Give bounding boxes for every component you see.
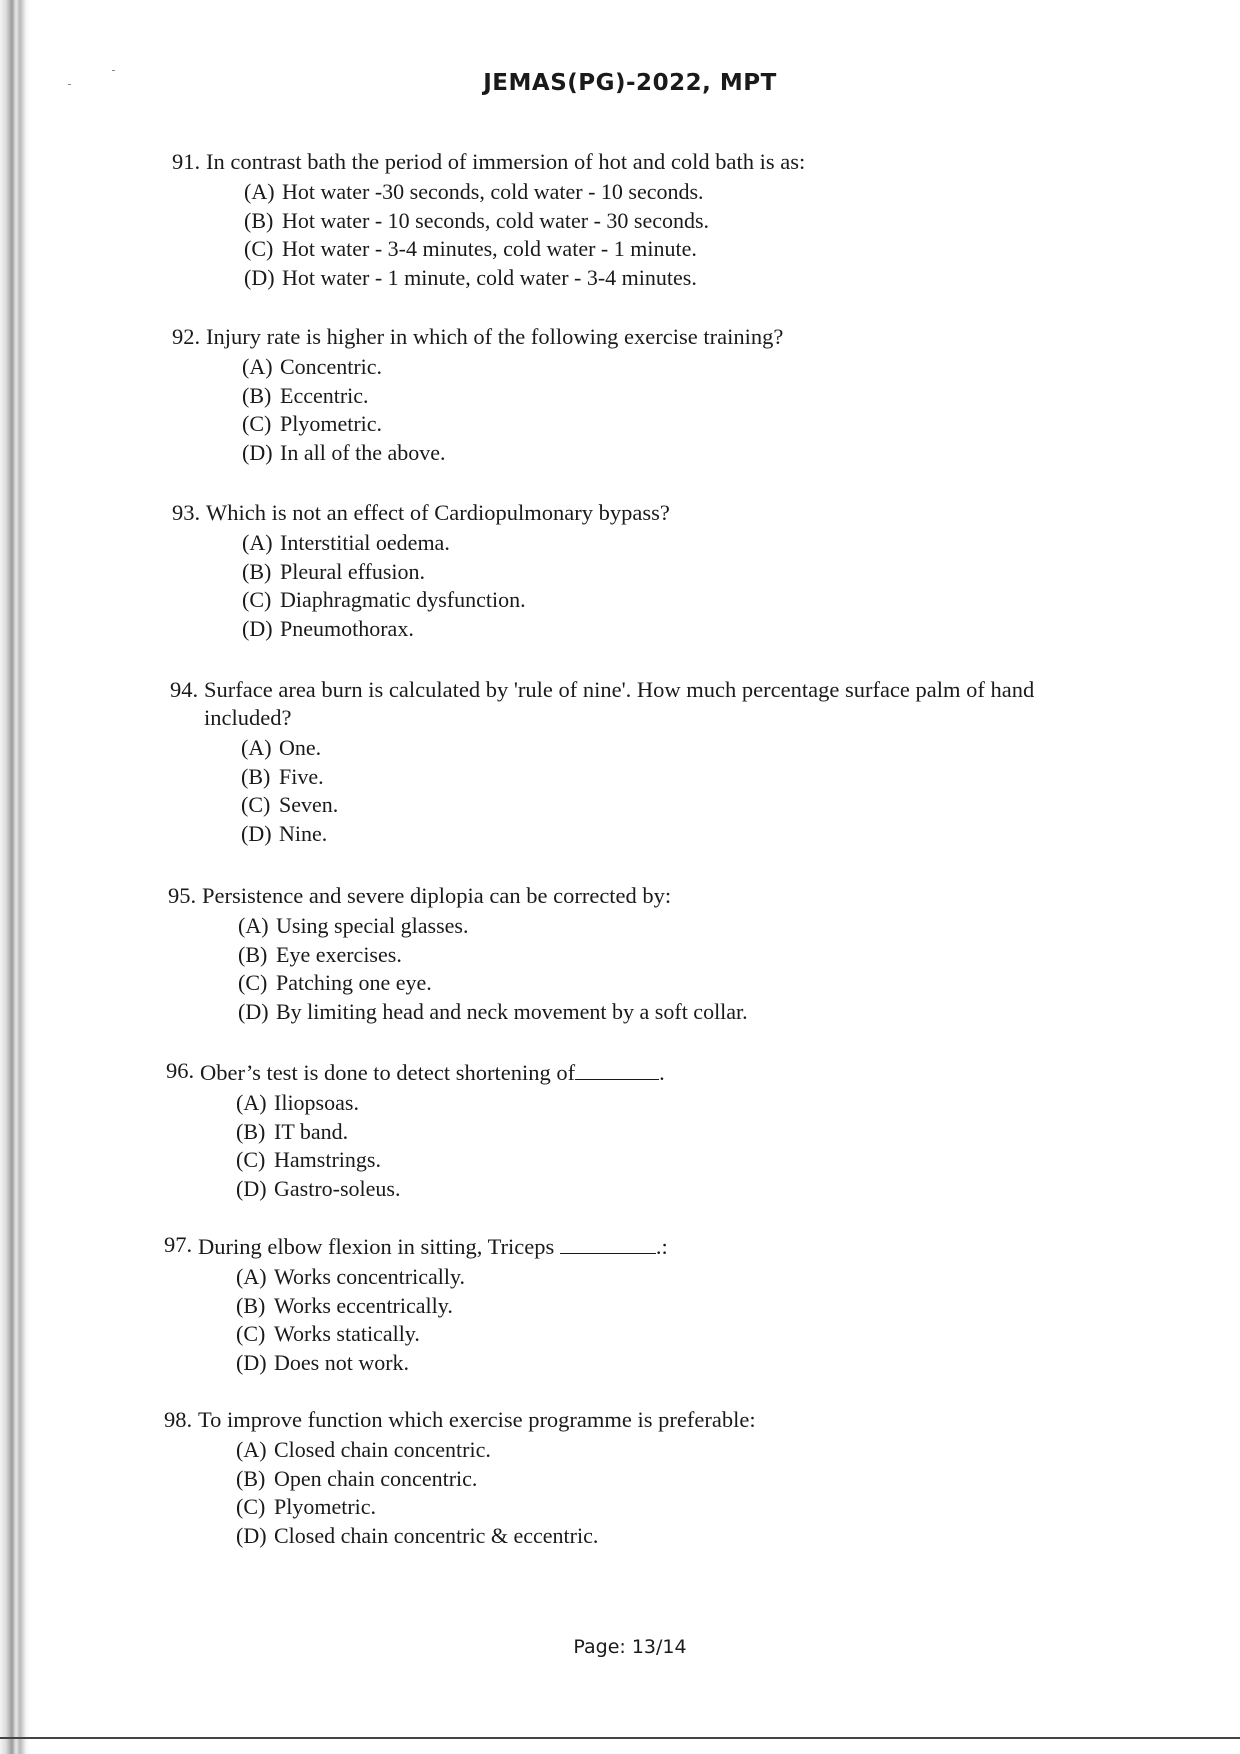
option-text: Iliopsoas. [274, 1090, 359, 1115]
option-c [238, 969, 1240, 998]
question-text: To improve function which exercise programme is preferable: [198, 1407, 756, 1432]
question-93 [172, 499, 1240, 643]
option-text: Nine. [279, 820, 328, 846]
option-b [244, 207, 1240, 236]
question-number: 97. [164, 1232, 193, 1257]
option-list [236, 1436, 1240, 1550]
option-b [236, 1292, 1240, 1321]
option-c [242, 586, 1240, 615]
option-text: Plyometric. [280, 411, 383, 436]
option-list [242, 353, 1240, 467]
option-letter: (A) [242, 354, 273, 379]
question-number: 92. [172, 324, 201, 349]
page-header-title: JEMAS(PG)-2022, MPT [483, 70, 777, 96]
option-text: Gastro-soleus. [274, 1175, 401, 1201]
option-d [236, 1175, 1240, 1204]
question-number: 95. [168, 883, 197, 908]
option-text: Does not work. [274, 1349, 410, 1375]
option-text: Seven. [279, 792, 339, 817]
option-list [236, 1089, 1240, 1203]
option-letter: (B) [236, 1465, 266, 1491]
option-b [236, 1465, 1240, 1494]
option-c [236, 1146, 1240, 1175]
option-text: Hot water - 3-4 minutes, cold water - 1 minute. [282, 236, 697, 261]
question-94 [170, 676, 1240, 848]
option-a [241, 734, 1240, 763]
option-letter: (C) [236, 1494, 266, 1519]
option-letter: (A) [236, 1437, 267, 1462]
option-text: Works concentrically. [274, 1264, 466, 1289]
option-letter: (C) [238, 970, 268, 995]
option-b [242, 558, 1240, 587]
question-stem [172, 499, 1240, 527]
option-c [236, 1320, 1240, 1349]
question-95 [168, 882, 1240, 1026]
option-letter: (A) [236, 1264, 267, 1289]
option-a [242, 529, 1240, 558]
option-letter: (C) [244, 236, 274, 261]
option-text: Pleural effusion. [280, 558, 426, 584]
question-text: Which is not an effect of Cardiopulmonary bypass? [206, 500, 670, 525]
option-text: Closed chain concentric. [274, 1437, 491, 1462]
question-96 [166, 1057, 1240, 1203]
question-stem [164, 1406, 1240, 1434]
option-d [244, 264, 1240, 293]
option-letter: (C) [236, 1321, 266, 1346]
question-stem [172, 323, 1240, 351]
option-list [241, 734, 1240, 848]
option-letter: (B) [241, 763, 271, 789]
option-a [236, 1089, 1240, 1118]
option-text: In all of the above. [280, 439, 446, 465]
option-b [241, 763, 1240, 792]
question-suffix: . [659, 1060, 665, 1085]
question-91 [172, 148, 1240, 292]
option-text: Interstitial oedema. [280, 530, 450, 555]
question-text: During elbow flexion in sitting, Triceps [198, 1234, 555, 1259]
option-list [238, 912, 1240, 1026]
option-b [236, 1118, 1240, 1147]
option-d [236, 1349, 1240, 1378]
option-letter: (A) [242, 530, 273, 555]
option-c [241, 791, 1240, 820]
option-letter: (C) [242, 587, 272, 612]
option-letter: (A) [238, 913, 269, 938]
option-text: Patching one eye. [276, 970, 432, 995]
question-text: Ober’s test is done to detect shortening of [200, 1060, 576, 1085]
question-text-wrap [200, 1057, 665, 1087]
option-text: Works eccentrically. [274, 1292, 453, 1318]
option-text: Diaphragmatic dysfunction. [280, 587, 526, 612]
option-d [241, 820, 1240, 849]
option-b [238, 941, 1240, 970]
question-text: Injury rate is higher in which of the following exercise training? [206, 324, 784, 349]
option-letter: (B) [236, 1292, 266, 1318]
option-list [236, 1263, 1240, 1377]
option-text: Five. [279, 763, 324, 789]
option-letter: (C) [236, 1147, 266, 1172]
option-letter: (A) [236, 1090, 267, 1115]
option-text: Hot water - 10 seconds, cold water - 30 seconds. [282, 207, 710, 233]
question-92 [172, 323, 1240, 467]
option-d [236, 1522, 1240, 1551]
option-text: Hot water -30 seconds, cold water - 10 seconds. [282, 179, 704, 204]
option-letter: (D) [244, 264, 275, 290]
option-text: Concentric. [280, 354, 383, 379]
option-text: Works statically. [274, 1321, 420, 1346]
option-text: Pneumothorax. [280, 615, 414, 641]
question-suffix: .: [655, 1234, 668, 1259]
question-stem [172, 148, 1240, 176]
option-a [238, 912, 1240, 941]
option-letter: (D) [242, 615, 273, 641]
question-98 [164, 1406, 1240, 1550]
option-a [242, 353, 1240, 382]
option-text: Closed chain concentric & eccentric. [274, 1522, 599, 1548]
question-stem [170, 676, 1240, 732]
option-letter: (D) [236, 1175, 267, 1201]
option-text: Hamstrings. [274, 1147, 381, 1172]
question-stem [164, 1231, 1240, 1261]
option-list [242, 529, 1240, 643]
option-letter: (B) [242, 558, 272, 584]
option-text: Open chain concentric. [274, 1465, 478, 1491]
option-a [236, 1263, 1240, 1292]
option-text: Eccentric. [280, 382, 369, 408]
option-letter: (C) [241, 792, 271, 817]
answer-blank [575, 1057, 659, 1080]
question-number: 91. [172, 149, 201, 174]
option-text: Plyometric. [274, 1494, 377, 1519]
option-letter: (B) [238, 941, 268, 967]
bottom-border-line [0, 1737, 1240, 1739]
option-text: IT band. [274, 1118, 349, 1144]
option-d [242, 439, 1240, 468]
option-letter: (D) [236, 1349, 267, 1375]
option-d [238, 998, 1240, 1027]
option-text: Eye exercises. [276, 941, 402, 967]
option-letter: (A) [244, 179, 275, 204]
answer-blank [560, 1231, 656, 1254]
question-stem [168, 882, 1240, 910]
option-text: One. [279, 735, 322, 760]
option-letter: (B) [244, 207, 274, 233]
option-text: Hot water - 1 minute, cold water - 3-4 minutes. [282, 264, 697, 290]
question-97 [164, 1231, 1240, 1377]
scan-binding-edge [0, 0, 30, 1754]
option-letter: (B) [236, 1118, 266, 1144]
question-number: 94. [170, 677, 199, 702]
question-stem [166, 1057, 1240, 1087]
option-d [242, 615, 1240, 644]
option-letter: (D) [242, 439, 273, 465]
question-text: Surface area burn is calculated by 'rule of nine'. How much percentage surface palm of hand included? [204, 677, 1035, 730]
option-b [242, 382, 1240, 411]
page-number: Page: 13/14 [573, 1636, 687, 1658]
option-text: Using special glasses. [276, 913, 469, 938]
question-text: Persistence and severe diplopia can be corrected by: [202, 883, 672, 908]
option-letter: (A) [241, 735, 272, 760]
option-list [244, 178, 1240, 292]
question-number: 96. [166, 1058, 195, 1083]
question-number: 98. [164, 1407, 193, 1432]
option-letter: (B) [242, 382, 272, 408]
option-letter: (D) [238, 998, 269, 1024]
option-letter: (D) [241, 820, 272, 846]
question-text: In contrast bath the period of immersion of hot and cold bath is as: [206, 149, 806, 174]
option-c [242, 410, 1240, 439]
question-number: 93. [172, 500, 201, 525]
option-letter: (C) [242, 411, 272, 436]
option-text: By limiting head and neck movement by a soft collar. [276, 998, 748, 1024]
option-a [236, 1436, 1240, 1465]
option-a [244, 178, 1240, 207]
option-c [236, 1493, 1240, 1522]
question-text-wrap [198, 1231, 668, 1261]
option-letter: (D) [236, 1522, 267, 1548]
option-c [244, 235, 1240, 264]
